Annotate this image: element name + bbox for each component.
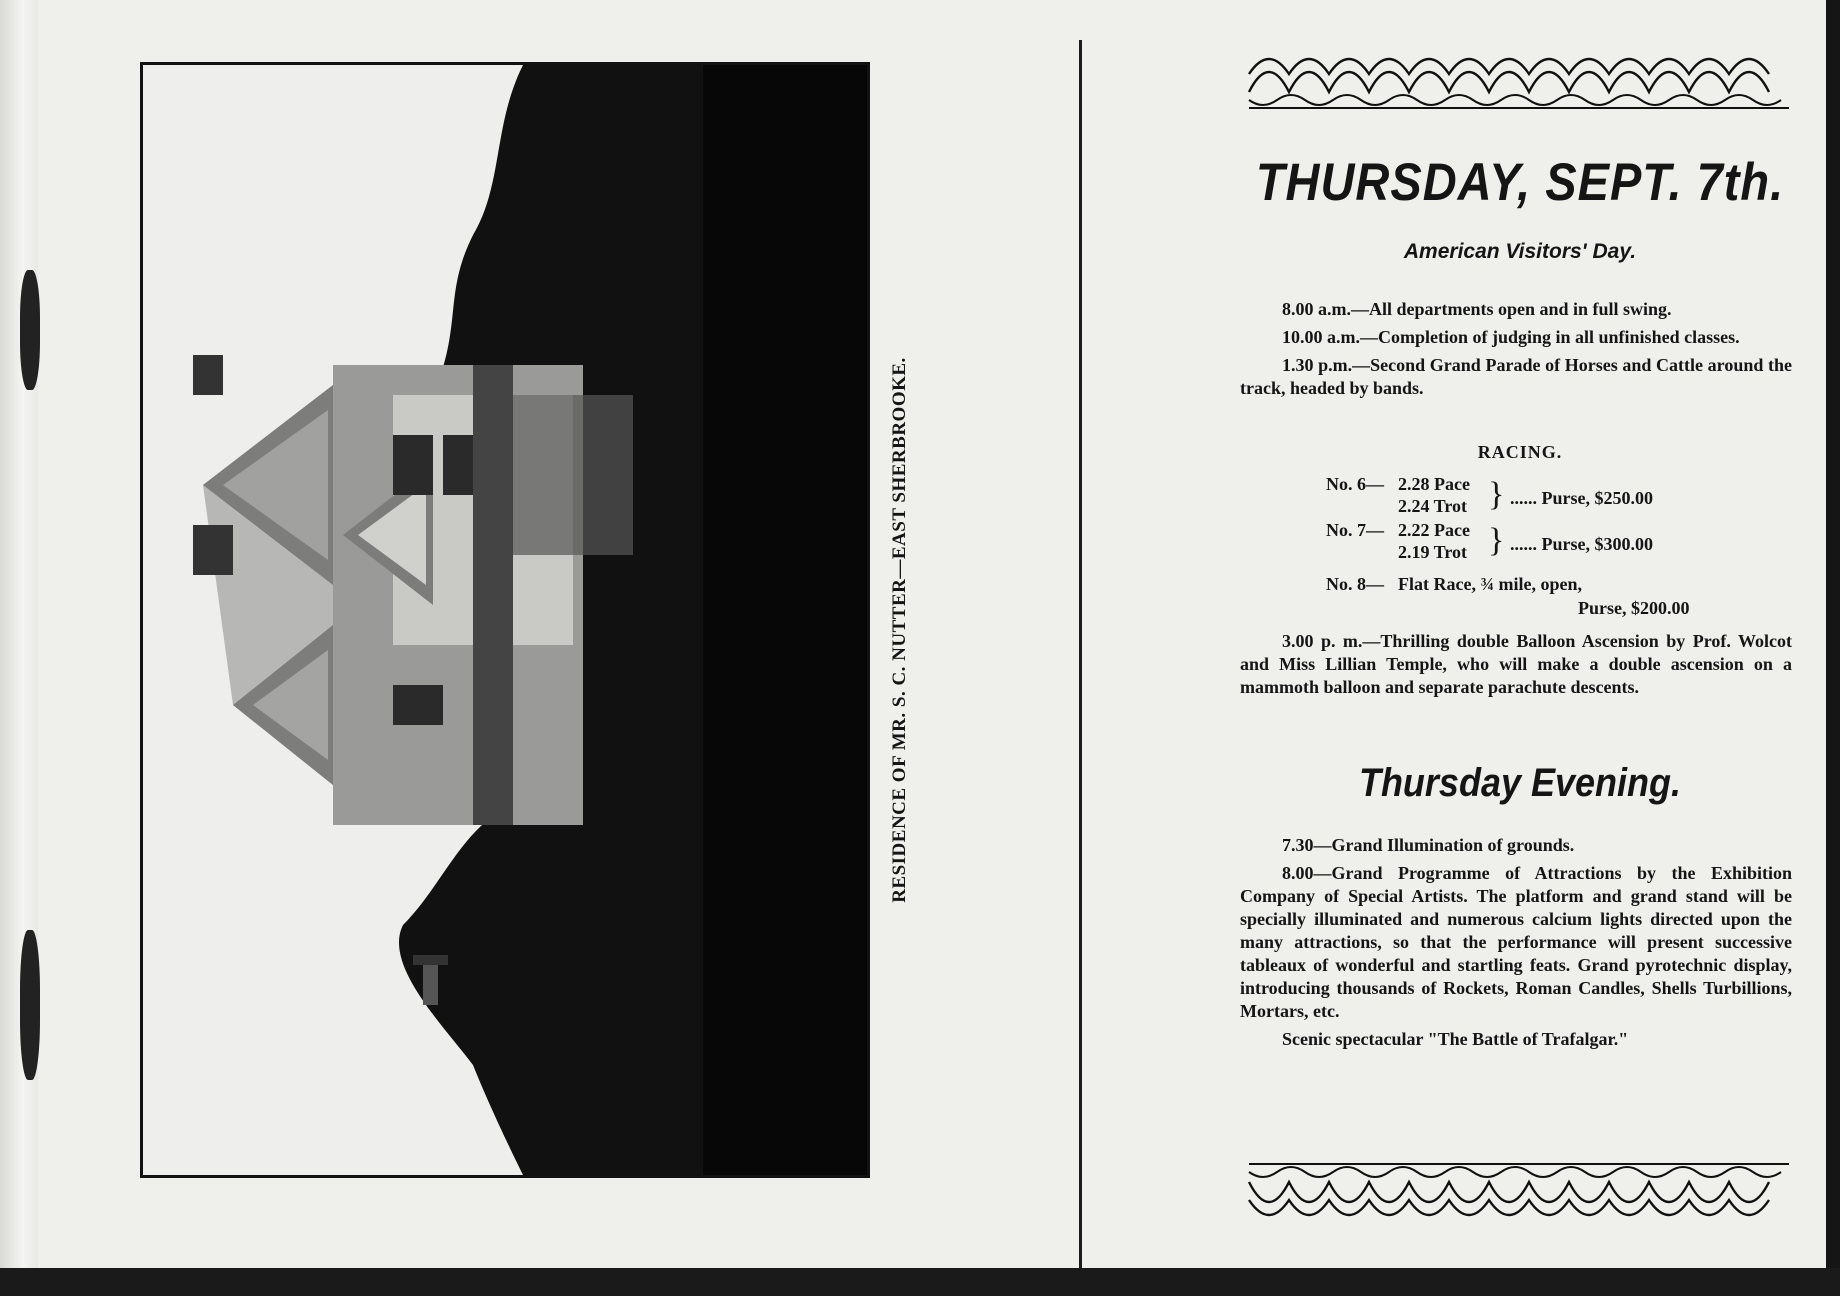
left-paper-edge [0, 0, 38, 1296]
race-number: No. 6— [1326, 474, 1384, 494]
race-line: 2.22 Pace [1398, 520, 1470, 540]
evening-item: Scenic spectacular "The Battle of Trafalgar." [1282, 1029, 1629, 1049]
day-subtitle: American Visitors' Day. [1403, 240, 1637, 263]
schedule-item: 10.00 a.m.—Completion of judging in all unfinished classes. [1282, 327, 1740, 347]
photo-caption: RESIDENCE OF MR. S. C. NUTTER—EAST SHERBROOKE. [889, 357, 910, 903]
schedule-item: 1.30 p.m.—Second Grand Parade of Horses and Cattle around the track, headed by bands. [1240, 355, 1792, 398]
racing-heading: RACING. [1477, 442, 1563, 462]
evening-schedule [1240, 834, 1792, 1056]
bottom-paper-edge [0, 1268, 1840, 1296]
race-line: 2.28 Pace [1398, 474, 1470, 494]
race-number: No. 8— [1326, 574, 1384, 594]
right-paper-edge [1826, 0, 1840, 1296]
brace-glyph: } [1488, 476, 1505, 513]
bottom-ornament-border [1244, 1160, 1794, 1230]
schedule-item: 8.00 a.m.—All departments open and in full swing. [1282, 299, 1672, 319]
residence-photograph [140, 62, 870, 1178]
binding-mark [20, 270, 40, 390]
morning-schedule [1240, 298, 1792, 405]
brace-glyph: } [1488, 522, 1505, 559]
photo-caption-container [880, 300, 920, 960]
race-purse: ...... Purse, $250.00 [1510, 488, 1653, 508]
top-ornament-border [1244, 42, 1794, 112]
race-line: 2.24 Trot [1398, 496, 1468, 516]
race-purse: Purse, $200.00 [1578, 598, 1690, 618]
evening-item: 8.00—Grand Programme of Attractions by the Exhibition Company of Special Artists. The platform and grand stand will be specially illuminated and numerous calcium lights directed upon the many attractions, so that the performance will present successive tableaux of wonderful and startling feats. Grand pyrotechnic display, introducing thousands of Rockets, Roman Candles, Shells Turbillions, Mortars, etc. [1240, 863, 1792, 1021]
race-number: No. 7— [1326, 520, 1384, 540]
balloon-ascension [1240, 630, 1792, 704]
binding-mark [20, 930, 40, 1080]
day-title: THURSDAY, SEPT. 7th. [1255, 151, 1785, 212]
evening-title: Thursday Evening. [1358, 759, 1682, 805]
gutter-rule [1079, 40, 1082, 1270]
race-line: Flat Race, ¾ mile, open, [1398, 574, 1582, 594]
race-purse: ...... Purse, $300.00 [1510, 534, 1653, 554]
schedule-item: 3.00 p. m.—Thrilling double Balloon Ascension by Prof. Wolcot and Miss Lillian Temple, who will make a double ascension on a mammoth balloon and separate parachute descents. [1240, 631, 1792, 697]
evening-item: 7.30—Grand Illumination of grounds. [1282, 835, 1575, 855]
race-line: 2.19 Trot [1398, 542, 1468, 562]
